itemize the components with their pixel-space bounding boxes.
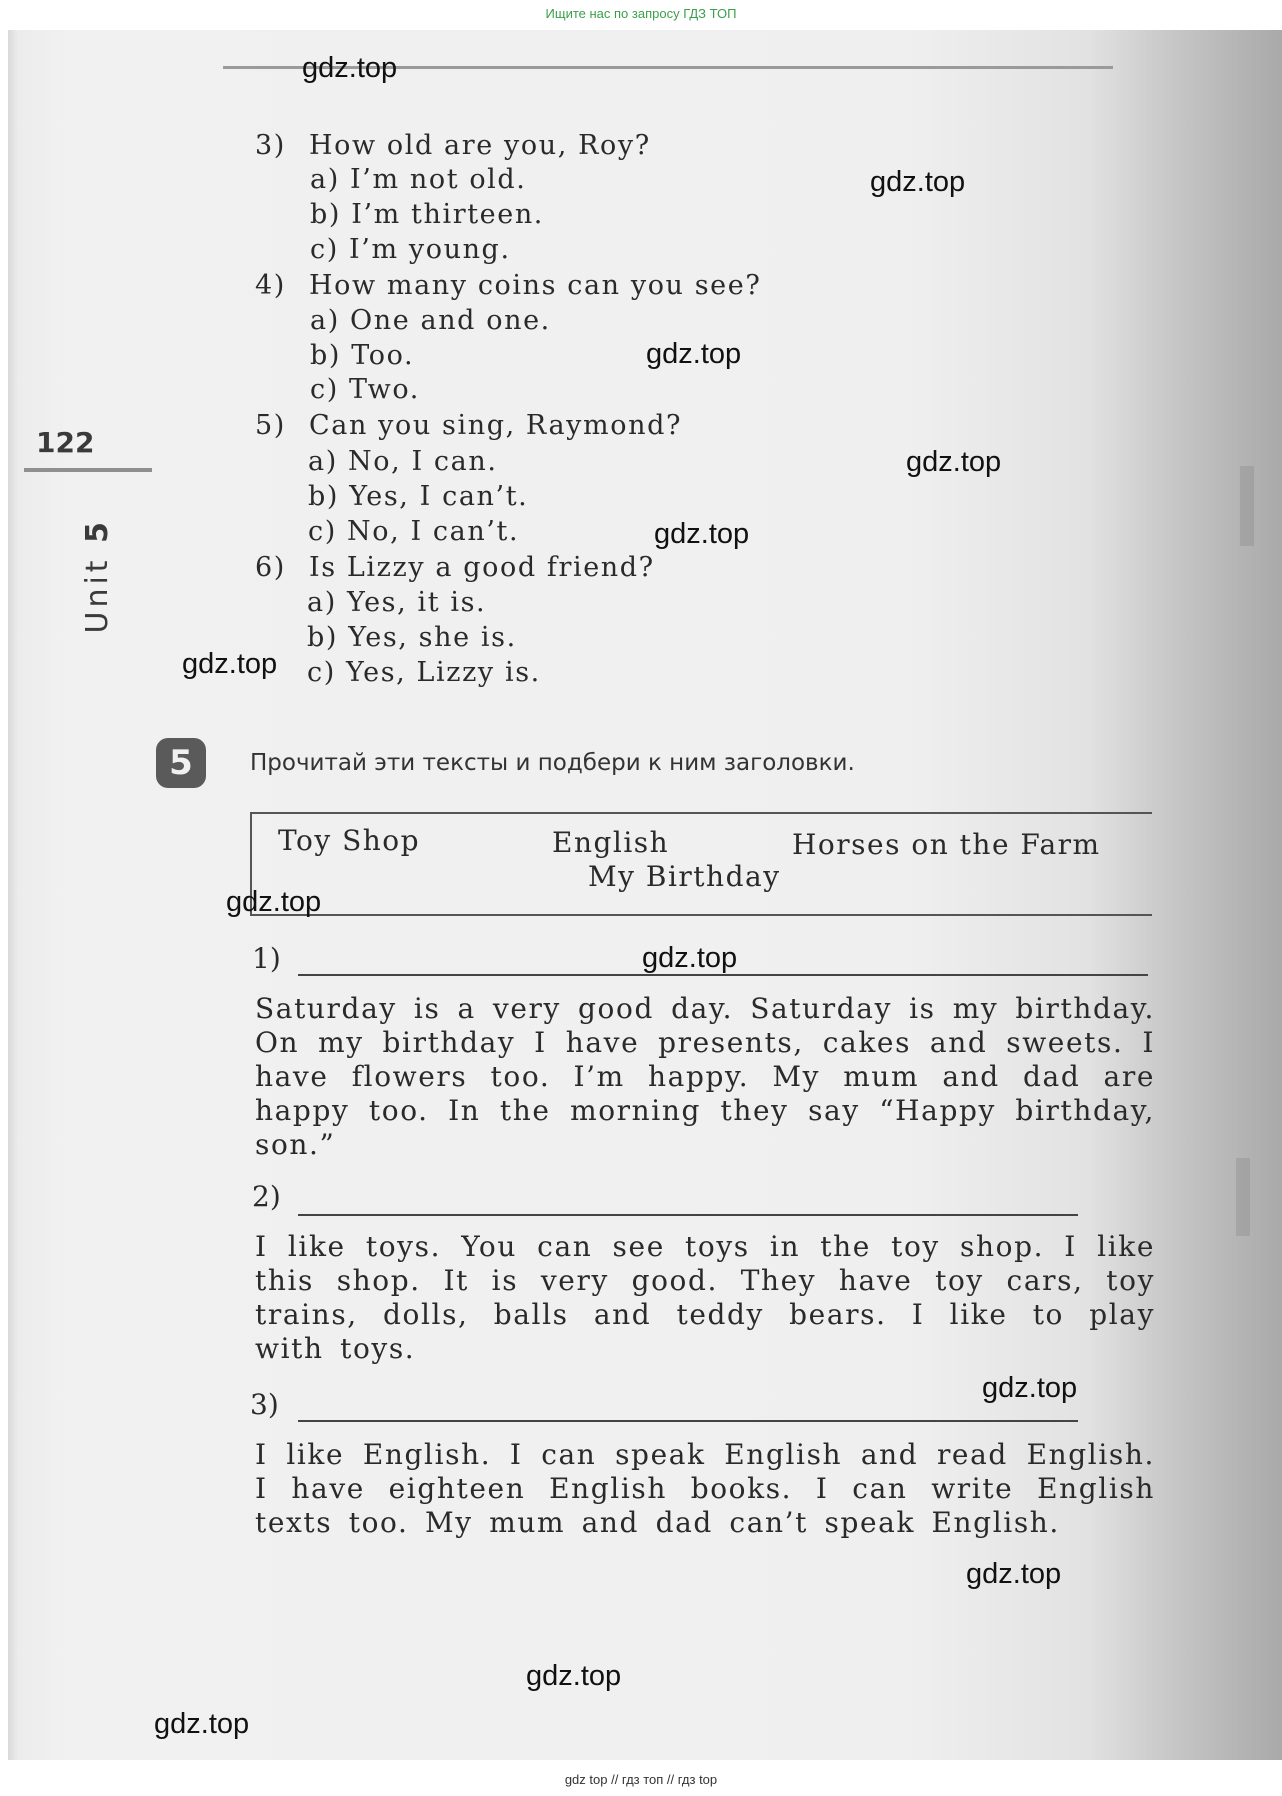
page-number: 122 [36, 426, 95, 459]
option: a) One and one. [310, 305, 551, 336]
title-option: My Birthday [588, 860, 781, 893]
watermark: gdz.top [870, 166, 966, 198]
watermark: gdz.top [182, 648, 278, 680]
text-paragraph: Saturday is a very good day. Saturday is my birthday. On my birthday I have presents, cakes and sweets. I have flowers too. I’m happy. My mum and dad are happy too. In the morning they say “Happy birthday, son.” [255, 992, 1155, 1161]
question-text: Can you sing, Raymond? [309, 410, 683, 441]
scan-shadow [1240, 466, 1254, 546]
scan-shadow [1236, 1158, 1250, 1236]
title-option: English [552, 826, 670, 859]
watermark: gdz.top [154, 1708, 250, 1740]
question-text: Is Lizzy a good friend? [309, 552, 655, 583]
exercise-instruction: Прочитай эти тексты и подбери к ним заголовки. [250, 750, 855, 776]
watermark: gdz.top [906, 446, 1002, 478]
question-number: 5) [255, 410, 286, 441]
answer-line [298, 1420, 1078, 1422]
option: b) I’m thirteen. [310, 199, 544, 230]
question-text: How many coins can you see? [309, 270, 762, 301]
question-number: 4) [255, 270, 286, 301]
top-banner: Ищите нас по запросу ГДЗ ТОП [545, 6, 737, 21]
text-number: 2) [252, 1180, 281, 1213]
question-6 [255, 552, 655, 583]
text-paragraph: I like toys. You can see toys in the toy shop. I like this shop. It is very good. They have toy cars, toy trains, dolls, balls and teddy bears. I like to play with toys. [255, 1230, 1155, 1365]
question-3 [255, 130, 651, 161]
watermark: gdz.top [982, 1372, 1078, 1404]
watermark: gdz.top [526, 1660, 622, 1692]
title-option: Toy Shop [278, 824, 421, 857]
text-number: 3) [250, 1388, 279, 1421]
option: a) I’m not old. [310, 164, 527, 195]
option: c) I’m young. [310, 234, 511, 265]
unit-label [80, 522, 115, 634]
question-number: 3) [255, 130, 286, 161]
side-divider [24, 468, 152, 472]
exercise-number-badge: 5 [156, 738, 206, 788]
option: b) Yes, she is. [307, 622, 517, 653]
option: b) Too. [310, 340, 415, 371]
watermark: gdz.top [966, 1558, 1062, 1590]
question-5 [255, 410, 682, 441]
option: a) Yes, it is. [307, 587, 487, 618]
answer-line [298, 1214, 1078, 1216]
watermark: gdz.top [642, 942, 738, 974]
option: b) Yes, I can’t. [308, 481, 529, 512]
watermark: gdz.top [302, 52, 398, 84]
watermark: gdz.top [226, 886, 322, 918]
option: c) No, I can’t. [308, 516, 520, 547]
textbook-page [8, 30, 1282, 1760]
question-4 [255, 270, 761, 301]
title-option: Horses on the Farm [792, 828, 1101, 861]
titles-box [250, 812, 1152, 916]
question-number: 6) [255, 552, 286, 583]
option: c) Two. [310, 374, 420, 405]
bottom-banner: gdz top // гдз топ // гдз top [564, 1772, 718, 1787]
unit-word: Unit [80, 556, 115, 634]
watermark: gdz.top [654, 518, 750, 550]
option: a) No, I can. [308, 446, 498, 477]
unit-number: 5 [80, 522, 115, 543]
question-text: How old are you, Roy? [309, 130, 651, 161]
text-paragraph: I like English. I can speak English and read English. I have eighteen English books. I can write English texts too. My mum and dad can’t speak English. [255, 1438, 1155, 1539]
watermark: gdz.top [646, 338, 742, 370]
option: c) Yes, Lizzy is. [307, 657, 541, 688]
text-number: 1) [252, 942, 281, 975]
